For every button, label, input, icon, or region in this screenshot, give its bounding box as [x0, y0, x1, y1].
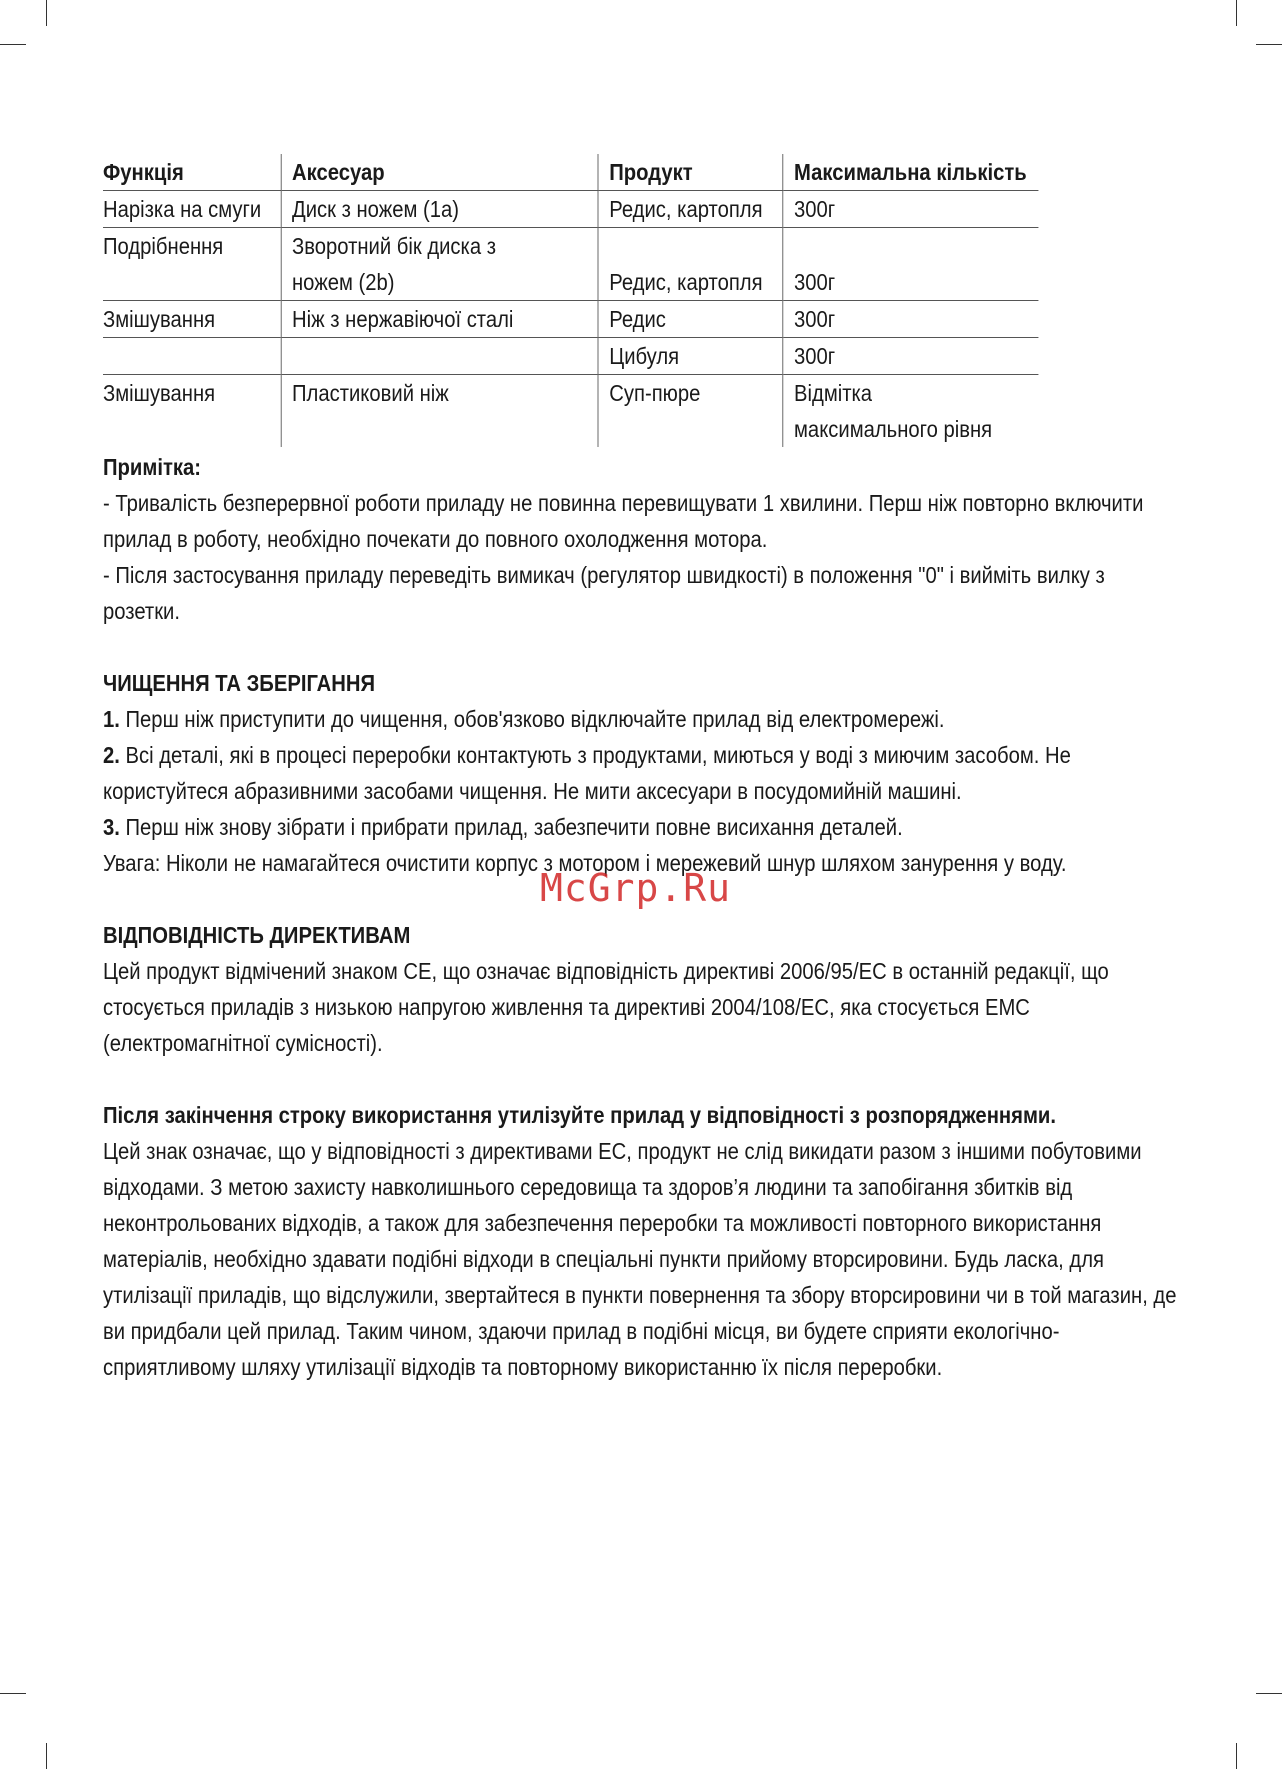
table-cell: [103, 338, 281, 375]
table-cell: Ніж з нержавіючої сталі: [281, 301, 598, 338]
table-cell: Суп-пюре: [598, 375, 783, 448]
table-cell: Подрібнення: [103, 228, 281, 301]
disposal-title: Після закінчення строку використання утилізуйте прилад у відповідності з розпорядженнями.: [103, 1102, 1056, 1128]
table-cell: Відмітка максимального рівня: [783, 375, 1038, 448]
column-header: Функція: [103, 154, 281, 191]
crop-mark: [46, 0, 47, 26]
directives-text: Цей продукт відмічений знаком CE, що означає відповідність директиві 2006/95/EC в останній редакції, що стосується приладів з низькою напругою живлення та директиві 2004/108/EC, яка стосується EMC (електромагнітної сумісності).: [103, 958, 1109, 1056]
watermark: McGrp.Ru: [540, 866, 732, 910]
table-cell: Нарізка на смуги: [103, 191, 281, 228]
table-cell: 300г: [783, 191, 1038, 228]
table-cell: Змішування: [103, 301, 281, 338]
table-cell: Змішування: [103, 375, 281, 448]
table-cell: Редис, картопля: [598, 191, 783, 228]
note-paragraph: - Після застосування приладу переведіть вимикач (регулятор швидкості) в положення "0" і вийміть вилку з розетки.: [103, 562, 1105, 624]
table-row: [103, 228, 1038, 301]
table-cell: Зворотний бік диска з ножем (2b): [281, 228, 598, 301]
column-header: Продукт: [598, 154, 783, 191]
item-number: 2.: [103, 742, 120, 768]
table-cell: [281, 338, 598, 375]
item-number: 1.: [103, 706, 120, 732]
column-header: Аксесуар: [281, 154, 598, 191]
crop-mark: [0, 44, 26, 45]
crop-mark: [1236, 0, 1237, 26]
note-paragraph: - Тривалість безперервної роботи приладу не повинна перевищувати 1 хвилини. Перш ніж повторно включити прилад в роботу, необхідно почекати до повного охолодження мотора.: [103, 490, 1144, 552]
table-row: [103, 338, 1038, 375]
page-content: [103, 154, 1177, 1385]
cleaning-item: [103, 809, 1180, 845]
crop-mark: [1256, 1693, 1282, 1694]
cleaning-warning: Увага: Ніколи не намагайтеся очистити корпус з мотором і мережевий шнур шляхом занурення у воду.: [103, 850, 1067, 876]
functions-table: [103, 154, 1038, 447]
column-header: Максимальна кількість: [783, 154, 1038, 191]
cleaning-item: [103, 737, 1180, 809]
crop-mark: [1256, 44, 1282, 45]
table-row: [103, 191, 1038, 228]
table-header-row: [103, 154, 1038, 191]
table-cell: Редис, картопля: [598, 228, 783, 301]
item-text: Перш ніж знову зібрати і прибрати прилад, забезпечити повне висихання деталей.: [119, 814, 903, 840]
item-text: Всі деталі, які в процесі переробки контактують з продуктами, миються у воді з миючим засобом. Не користуйтеся абразивними засобами чищення. Не мити аксесуари в посудомийній машині.: [103, 742, 1071, 804]
cleaning-title: ЧИЩЕННЯ ТА ЗБЕРІГАННЯ: [103, 670, 376, 696]
table-cell: Цибуля: [598, 338, 783, 375]
crop-mark: [46, 1743, 47, 1769]
table-row: [103, 375, 1038, 448]
table-cell: 300г: [783, 301, 1038, 338]
note-title: Примітка:: [103, 454, 201, 480]
table-cell: 300г: [783, 228, 1038, 301]
table-cell: Пластиковий ніж: [281, 375, 598, 448]
crop-mark: [1236, 1743, 1237, 1769]
item-text: Перш ніж приступити до чищення, обов'язково відключайте прилад від електромережі.: [119, 706, 945, 732]
disposal-text: Цей знак означає, що у відповідності з директивами ЕС, продукт не слід викидати разом з іншими побутовими відходами. З метою захисту навколишнього середовища та здоров’я людини та запобігання збитків від неконтрольованих відходів, а також для забезпечення переробки та можливості повторного використання матеріалів, необхідно здавати подібні відходи в спеціальні пункти прийому вторсировини. Будь ласка, для утилізації приладів, що відслужили, звертайтеся в пункти повернення та збору вторсировини чи в той магазин, де ви придбали цей прилад. Таким чином, здаючи прилад в подібні місця, ви будете сприяти екологічно-сприятливому шляху утилізації відходів та повторному використанню їх після переробки.: [103, 1138, 1177, 1380]
cleaning-item: [103, 701, 1180, 737]
table-cell: 300г: [783, 338, 1038, 375]
directives-title: ВІДПОВІДНІСТЬ ДИРЕКТИВАМ: [103, 922, 411, 948]
crop-mark: [0, 1693, 26, 1694]
table-cell: Редис: [598, 301, 783, 338]
item-number: 3.: [103, 814, 120, 840]
table-row: [103, 301, 1038, 338]
table-cell: Диск з ножем (1a): [281, 191, 598, 228]
